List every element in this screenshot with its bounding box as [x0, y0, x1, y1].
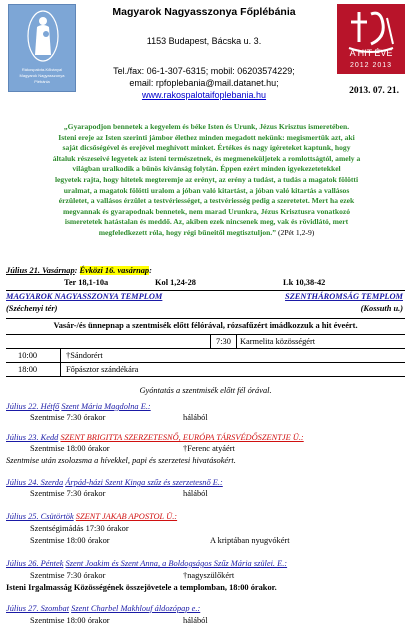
sunday-heading: Július 21. Vasárnap: Évközi 16. vasárnap:	[6, 266, 152, 275]
table-border	[60, 348, 61, 376]
weekday-heading	[6, 512, 177, 522]
year-of-faith-years: 2012 2013	[349, 62, 393, 69]
quote-reference: (2Pét 1,2-9)	[278, 227, 315, 237]
quote-line: legyetek rajta, hogy hitetek megteremje az erényt, az erény a tudást, a tudás a magatok fölötti	[54, 174, 359, 184]
weekday-day: Július 24. Szerda	[6, 478, 64, 487]
weekday-heading	[6, 433, 304, 443]
weekday-mass: Szentmise 7:30 órakor	[30, 571, 106, 580]
reading-1: Ter 18,1-10a	[64, 278, 109, 287]
weekday-extra: Szentmise után zsolozsma a hívekkel, papi és szerzetesi hivatásokért.	[6, 456, 236, 465]
parish-website-link[interactable]: www.rakospalotaifoplebania.hu	[141, 90, 267, 100]
church-right-name	[285, 292, 403, 302]
parish-website-row	[84, 90, 324, 100]
mass-time: 18:00	[18, 365, 38, 374]
church-left-place: (Széchenyi tér)	[6, 304, 58, 313]
divider	[6, 348, 405, 349]
logo-text-3: Plébánia	[34, 79, 50, 84]
weekday-intention: †Ferenc atyáért	[183, 444, 235, 453]
weekday-mass: Szentmise 18:00 órakor	[30, 444, 110, 453]
quote-line: „Gyarapodjon bennetek a kegyelem és béke Isten és Urunk, Jézus Krisztus ismeretében.	[63, 122, 350, 131]
quote-line: megfeledkezett róla, hogy régi bűneitől megtisztuljon.”	[98, 227, 277, 237]
quote-line: uralmat, a magatok fölötti uralom a jóban való kitartást, a jóban való kitartás a vallásos	[63, 185, 350, 195]
rosary-note: Vasár-/és ünnepnap a szentmisék előtt félórával, rózsafűzért imádkozzuk a hit éveért.	[53, 321, 358, 330]
madonna-icon	[25, 9, 61, 63]
reading-3: Lk 10,38-42	[283, 278, 326, 287]
weekday-feast: Szent Joakim és Szent Anna, a Boldogságos Szűz Mária szülei. E.:	[65, 559, 288, 568]
divider	[6, 334, 405, 335]
mass-note: Karmelita közösségért	[240, 337, 316, 346]
table-border	[210, 334, 211, 348]
weekday-mass: Szentmise 18:00 órakor	[30, 616, 110, 625]
logo-text-1: Rákospalota-Kőbányai	[21, 67, 63, 72]
mass-note: †Sándorért	[66, 351, 103, 360]
weekday-intention: hálából	[183, 616, 208, 625]
weekday-intention: A kriptában nyugvókért	[210, 536, 290, 545]
confession-note: Gyóntatás a szentmisék előtt fél órával.	[139, 386, 272, 395]
parish-address: 1153 Budapest, Bácska u. 3.	[146, 36, 262, 46]
church-left-name	[6, 292, 162, 302]
mass-time: 7:30	[216, 337, 231, 346]
mass-time: 10:00	[18, 351, 38, 360]
weekday-heading	[6, 559, 287, 569]
divider	[6, 318, 405, 319]
weekday-heading	[6, 604, 200, 614]
sunday-feast: Évközi 16. vasárnap	[79, 266, 150, 275]
quote-line: Isteni ereje az Isten szerinti jámbor élethez minden megadott nekünk: megismertük azt, aki	[58, 132, 355, 142]
quote-line: világban uralkodik a bűnös kívánság folytán. Éppen ezért minden igyekezetetekkel	[72, 164, 341, 174]
weekday-intention: hálából	[183, 413, 208, 422]
weekday-intention: †nagyszülőkért	[183, 571, 235, 580]
sunday-day: Július 21. Vasárnap	[6, 266, 75, 275]
church-left-label: MAGYAROK NAGYASSZONYA TEMPLOM	[6, 292, 163, 301]
year-of-faith-label: A HIT ÉVE	[349, 48, 393, 58]
table-border	[236, 334, 237, 348]
quote-line: általuk részeseivé legyetek az isteni természetnek, és megmeneküljetek a romlottságtól, amely a	[52, 153, 361, 163]
church-right-place: (Kossuth u.)	[360, 304, 403, 313]
quote-line: érzületet, a vallásos érzület a testvériességet, a testvériesség pedig a szeretetet. Mert ha ezek	[58, 196, 355, 206]
divider	[6, 290, 405, 291]
quote-line: ismeretetek hatástalan és meddő. Az, akiben ezek nincsenek meg, vak és rövidlátó, mert	[64, 217, 349, 227]
weekday-feast: Szent Charbel Makhlouf áldozópap e.:	[71, 604, 201, 613]
weekday-day: Július 22. Hétfő	[6, 402, 60, 411]
church-right-label: SZENTHÁROMSÁG TEMPLOM	[285, 292, 403, 301]
bulletin-date: 2013. 07. 21.	[349, 86, 399, 96]
parish-phone: Tel./fax: 06-1-307-6315; mobil: 06203574229;	[113, 66, 295, 76]
scripture-quote	[10, 122, 403, 239]
weekday-mass: Szentmise 18:00 órakor	[30, 536, 110, 545]
weekday-feast: Szent Mária Magdolna E.:	[61, 402, 151, 411]
weekday-mass: Szentmise 7:30 órakor	[30, 489, 106, 498]
divider	[6, 362, 405, 363]
weekday-day: Július 23. Kedd	[6, 433, 59, 442]
reading-2: Kol 1,24-28	[155, 278, 196, 287]
weekday-heading	[6, 402, 151, 412]
weekday-feast: SZENT BRIGITTA SZERZETESNŐ, EURÓPA TÁRSVÉDŐSZENTJE Ü.:	[60, 433, 304, 442]
parish-email: email: rpfoplebania@mail.datanet.hu;	[129, 78, 279, 88]
quote-line: megvannak és gyarapodnak bennetek, nem marad Urunkra, Jézus Krisztusra vonatkozó	[62, 206, 351, 216]
weekday-intention: hálából	[183, 489, 208, 498]
weekday-mass: Szentmise 7:30 órakor	[30, 413, 106, 422]
year-of-faith-logo	[337, 4, 405, 74]
weekday-day: Július 25. Csütörtök	[6, 512, 74, 521]
divider	[6, 376, 405, 377]
weekday-adoration: Szentségimádás 17:30 órakor	[30, 524, 129, 533]
parish-logo	[8, 4, 76, 92]
weekday-extra: Isteni Irgalmasság Közösségének összejövetele a templomban, 18:00 órakor.	[6, 583, 277, 592]
weekday-day: Július 26. Péntek	[6, 559, 64, 568]
weekday-day: Július 27. Szombat	[6, 604, 70, 613]
mass-note: Főpásztor szándékára	[66, 365, 139, 374]
parish-title: Magyarok Nagyasszonya Főplébánia	[112, 6, 296, 18]
weekday-heading	[6, 478, 223, 488]
weekday-feast: Árpád-házi Szent Kinga szűz és szerzetesnő E.:	[65, 478, 223, 487]
weekday-feast: SZENT JAKAB APOSTOL Ü.:	[75, 512, 178, 521]
logo-text-2: Magyarok Nagyasszonya	[19, 73, 65, 78]
quote-line: saját dicsőségével és erejével meghívott minket. Értékes és nagy ígéreteket kaptunk, hogy	[62, 143, 351, 153]
